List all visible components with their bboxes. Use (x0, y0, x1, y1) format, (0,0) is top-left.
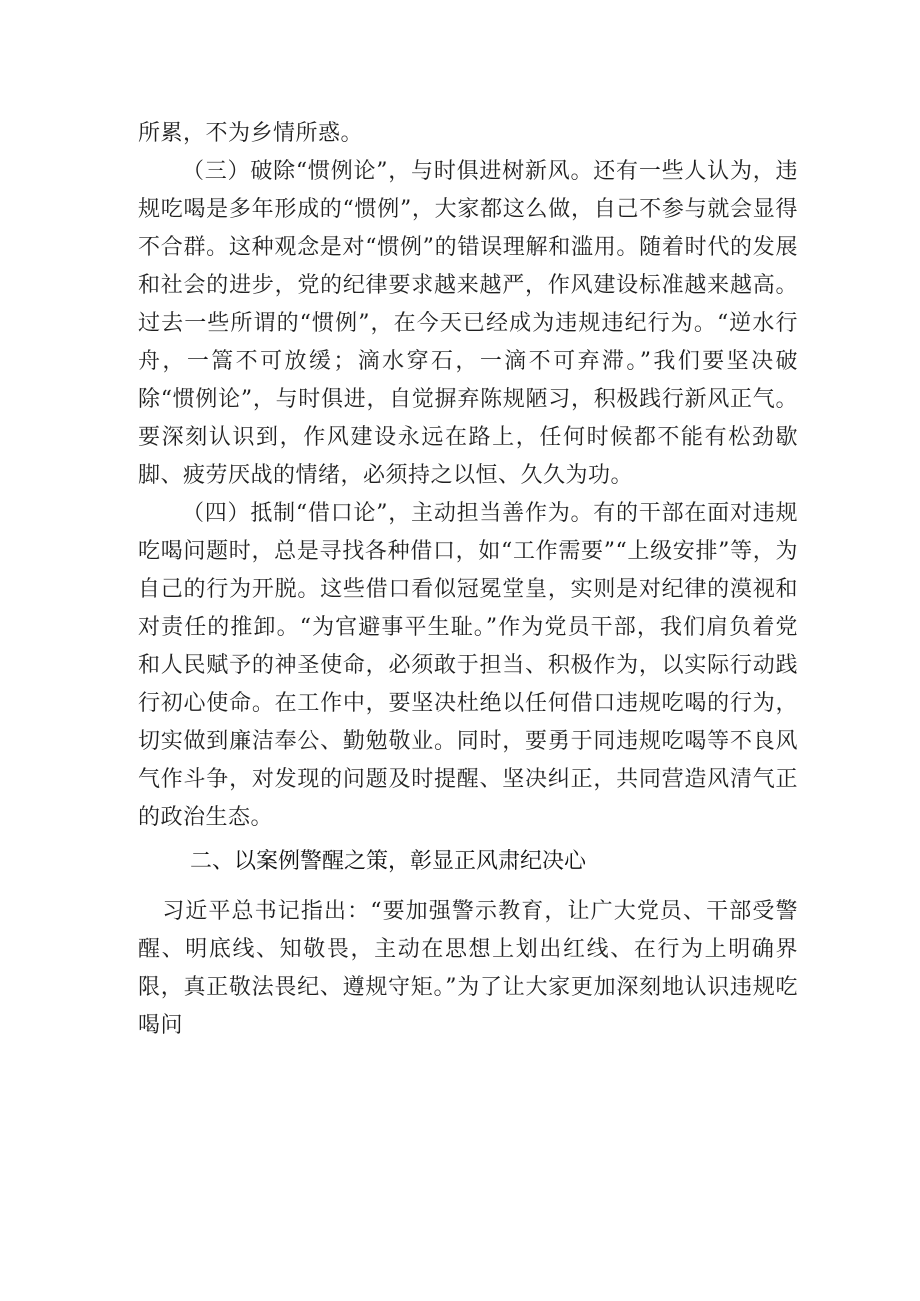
paragraph-continuation: 所累，不为乡情所惑。 (138, 121, 364, 146)
paragraph-quote: 习近平总书记指出：“要加强警示教育，让广大党员、干部受警醒、明底线、知敬畏，主动在思想上划出红线、在行为上明确界限，真正敬法畏纪、遵规守矩。”为了让大家更加深刻地认识违规吃喝问 (138, 899, 798, 1038)
document-body (138, 115, 798, 1045)
section-heading: 二、以案例警醒之策，彰显正风肃纪决心 (190, 849, 587, 874)
paragraph-section-four: （四）抵制“借口论”，主动担当善作为。有的干部在面对违规吃喝问题时，总是寻找各种借口，如“工作需要”“上级安排”等，为自己的行为开脱。这些借口看似冠冕堂皇，实则是对纪律的漠视和对责任的推卸。“为官避事平生耻。”作为党员干部，我们肩负着党和人民赋予的神圣使命，必须敢于担当、积极作为，以实际行动践行初心使命。在工作中，要坚决杜绝以任何借口违规吃喝的行为，切实做到廉洁奉公、勤勉敬业。同时，要勇于同违规吃喝等不良风气作斗争，对发现的问题及时提醒、坚决纠正，共同营造风清气正的政治生态。 (138, 501, 798, 830)
paragraph-section-three: （三）破除“惯例论”，与时俱进树新风。还有一些人认为，违规吃喝是多年形成的“惯例”，大家都这么做，自己不参与就会显得不合群。这种观念是对“惯例”的错误理解和滥用。随着时代的发展和社会的进步，党的纪律要求越来越严，作风建设标准越来越高。过去一些所谓的“惯例”，在今天已经成为违规违纪行为。“逆水行舟，一篙不可放缓；滴水穿石，一滴不可弃滞。”我们要坚决破除“惯例论”，与时俱进，自觉摒弃陈规陋习，积极践行新风正气。要深刻认识到，作风建设永远在路上，任何时候都不能有松劲歇脚、疲劳厌战的情绪，必须持之以恒、久久为功。 (138, 159, 798, 488)
